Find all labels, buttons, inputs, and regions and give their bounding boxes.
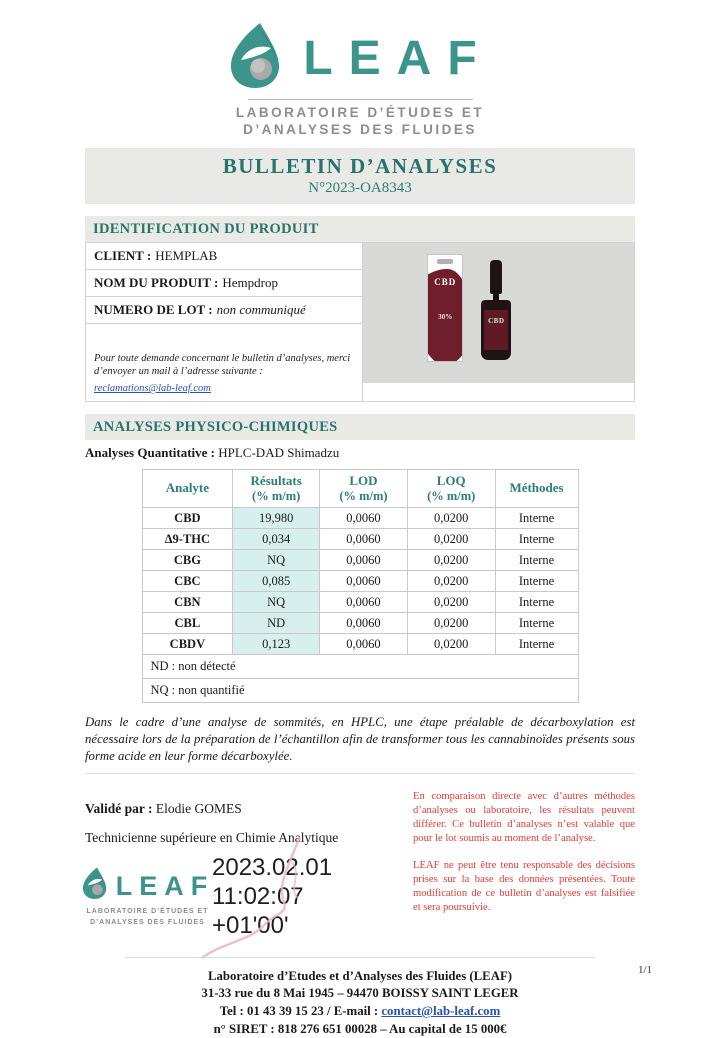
result-value: ND: [233, 613, 320, 634]
lod-value: 0,0060: [320, 592, 408, 613]
footer-tel-prefix: Tel : 01 43 39 15 23 / E-mail :: [219, 1003, 382, 1018]
analyte-name: CBC: [142, 571, 233, 592]
contact-note-text: Pour toute demande concernant le bulletin d’analyses, merci d’envoyer un mail à l’adresse suivante :: [94, 352, 351, 378]
product-box: [427, 254, 463, 362]
disclaimer-paragraph-1: En comparaison directe avec d’autres méthodes d’analyses ou laboratoire, les résultats peuvent différer. Ce bulletin d’analyses n’est valable que pour le lot soumis au moment de l’analyse.: [413, 791, 635, 845]
method-value: Interne: [495, 529, 578, 550]
result-value: 19,980: [233, 508, 320, 529]
leaf-droplet-icon: [81, 867, 111, 905]
method-value: Interne: [495, 508, 578, 529]
loq-value: 0,0200: [407, 634, 495, 655]
column-header-loq: LOQ (% m/m): [407, 470, 495, 508]
product-bottle: [481, 260, 511, 360]
bottle-body: [481, 300, 511, 360]
loq-value: 0,0200: [407, 592, 495, 613]
legal-disclaimer: [413, 790, 635, 940]
signature-date: 2023.02.01: [212, 854, 333, 882]
column-header-methodes: Méthodes: [495, 470, 578, 508]
footer-address: 31-33 rue du 8 Mai 1945 – 94470 BOISSY SAINT LEGER: [201, 986, 519, 1001]
column-header-resultats: Résultats (% m/m): [233, 470, 320, 508]
header-logo: [0, 0, 720, 139]
bottle-cbd-text: CBD: [488, 316, 505, 325]
table-row: [142, 571, 578, 592]
table-row: [142, 592, 578, 613]
table-header-row: [142, 470, 578, 508]
table-row: [142, 655, 578, 679]
lot-number-cell: [86, 296, 363, 323]
logo-wordmark: LEAF: [303, 31, 493, 85]
analyses-table: [142, 469, 579, 703]
analyte-name: CBL: [142, 613, 233, 634]
lod-value: 0,0060: [320, 613, 408, 634]
identification-section-title: IDENTIFICATION DU PRODUIT: [93, 220, 319, 237]
signature-time: 11:02:07: [212, 883, 304, 911]
table-row: [142, 679, 578, 703]
analyte-name: CBN: [142, 592, 233, 613]
loq-value: 0,0200: [407, 508, 495, 529]
validator-role: Technicienne supérieure en Chimie Analytique: [85, 830, 339, 846]
logo-caption-line2: D’ANALYSES DES FLUIDES: [243, 121, 477, 137]
result-value: 0,034: [233, 529, 320, 550]
loq-value: 0,0200: [407, 613, 495, 634]
column-header-lod: LOD (% m/m): [320, 470, 408, 508]
leaf-droplet-icon: [227, 22, 289, 95]
product-box-percentage: 30%: [438, 312, 453, 321]
nq-note: NQ : non quantifié: [142, 679, 578, 703]
loq-value: 0,0200: [407, 529, 495, 550]
table-row: [142, 613, 578, 634]
product-box-cbd-label: CBD: [434, 276, 457, 287]
table-row: [142, 550, 578, 571]
identification-section-header: [85, 216, 635, 242]
product-name-label: NOM DU PRODUIT :: [94, 274, 219, 290]
client-label: CLIENT :: [94, 247, 152, 263]
table-row: [142, 529, 578, 550]
client-cell: [86, 242, 363, 269]
product-name-value: Hempdrop: [222, 274, 278, 290]
document-number: N°2023-OA8343: [308, 179, 412, 196]
product-photo-cell: [363, 242, 635, 401]
analyses-subtitle-value: HPLC-DAD Shimadzu: [218, 445, 340, 461]
analyses-section-header: [85, 414, 635, 440]
validated-by-name: Elodie GOMES: [155, 801, 242, 817]
analyte-name: CBDV: [142, 634, 233, 655]
stamp-wordmark: LEAF: [115, 870, 215, 901]
footer: [125, 957, 595, 1038]
table-row: [86, 242, 635, 269]
method-value: Interne: [495, 571, 578, 592]
nd-note: ND : non détecté: [142, 655, 578, 679]
analyte-name: Δ9-THC: [142, 529, 233, 550]
analyte-name: CBD: [142, 508, 233, 529]
logo-caption-line1: LABORATOIRE D’ÉTUDES ET: [235, 105, 485, 120]
analyses-section-title: ANALYSES PHYSICO-CHIMIQUES: [93, 419, 338, 436]
product-photo: [363, 243, 634, 383]
validated-by-line: [85, 801, 399, 817]
method-value: Interne: [495, 634, 578, 655]
decarboxylation-remark: Dans le cadre d’une analyse de sommités, en HPLC, une étape préalable de décarboxylation est nécessaire lors de la préparation de l’échantillon afin de transformer tous les cannabinoïdes présents sous forme acide en leur forme décarboxylée.: [85, 714, 635, 774]
analyses-subtitle: [85, 445, 635, 461]
result-value: 0,123: [233, 634, 320, 655]
method-value: Interne: [495, 550, 578, 571]
result-value: NQ: [233, 592, 320, 613]
footer-siret: n° SIRET : 818 276 651 00028 – Au capital de 15 000€: [213, 1021, 507, 1036]
stamp-logo: [85, 867, 215, 927]
analyses-subtitle-label: Analyses Quantitative :: [85, 445, 215, 461]
result-value: 0,085: [233, 571, 320, 592]
stamp-caption-line1: LABORATOIRE D’ÉTUDES ET: [86, 908, 209, 916]
logo-divider: [248, 99, 473, 100]
method-value: Interne: [495, 592, 578, 613]
validated-by-label: Validé par :: [85, 801, 153, 817]
stamp-caption-line2: D’ANALYSES DES FLUIDES: [90, 919, 205, 927]
analyte-name: CBG: [142, 550, 233, 571]
loq-value: 0,0200: [407, 550, 495, 571]
digital-signature-stamp: [85, 854, 385, 940]
lod-value: 0,0060: [320, 571, 408, 592]
validation-block: [85, 790, 413, 940]
signature-timezone: +01'00': [212, 911, 289, 939]
lod-value: 0,0060: [320, 550, 408, 571]
lod-value: 0,0060: [320, 529, 408, 550]
method-value: Interne: [495, 613, 578, 634]
disclaimer-paragraph-2: LEAF ne peut être tenu responsable des décisions prises sur la base des données présentées. Toute modification de ce bulletin d’analyses est falsifiée et sera poursuivie.: [413, 859, 635, 913]
validation-region: [85, 790, 635, 940]
title-bar: [85, 148, 635, 204]
bottle-dropper-cap: [490, 260, 502, 294]
document-title: BULLETIN D’ANALYSES: [222, 153, 498, 178]
table-row: [142, 634, 578, 655]
loq-value: 0,0200: [407, 571, 495, 592]
lot-number-label: NUMERO DE LOT :: [94, 301, 213, 317]
result-value: NQ: [233, 550, 320, 571]
lod-value: 0,0060: [320, 508, 408, 529]
table-row: [142, 508, 578, 529]
client-value: HEMPLAB: [155, 247, 218, 263]
page-number: 1/1: [637, 964, 652, 976]
product-name-cell: [86, 269, 363, 296]
identification-table: [85, 242, 635, 402]
contact-email-link[interactable]: contact@lab-leaf.com: [381, 1003, 501, 1018]
bottle-label: [484, 310, 508, 350]
lod-value: 0,0060: [320, 634, 408, 655]
signature-timestamp: [212, 854, 332, 940]
reclamations-email-link[interactable]: reclamations@lab-leaf.com: [94, 383, 211, 395]
product-box-brand-mark: [437, 259, 453, 264]
contact-note-cell: [86, 323, 363, 401]
lot-number-value: non communiqué: [216, 301, 306, 317]
column-header-analyte: Analyte: [142, 470, 233, 508]
footer-lab-name: Laboratoire d’Etudes et d’Analyses des Fluides (LEAF): [207, 968, 513, 983]
